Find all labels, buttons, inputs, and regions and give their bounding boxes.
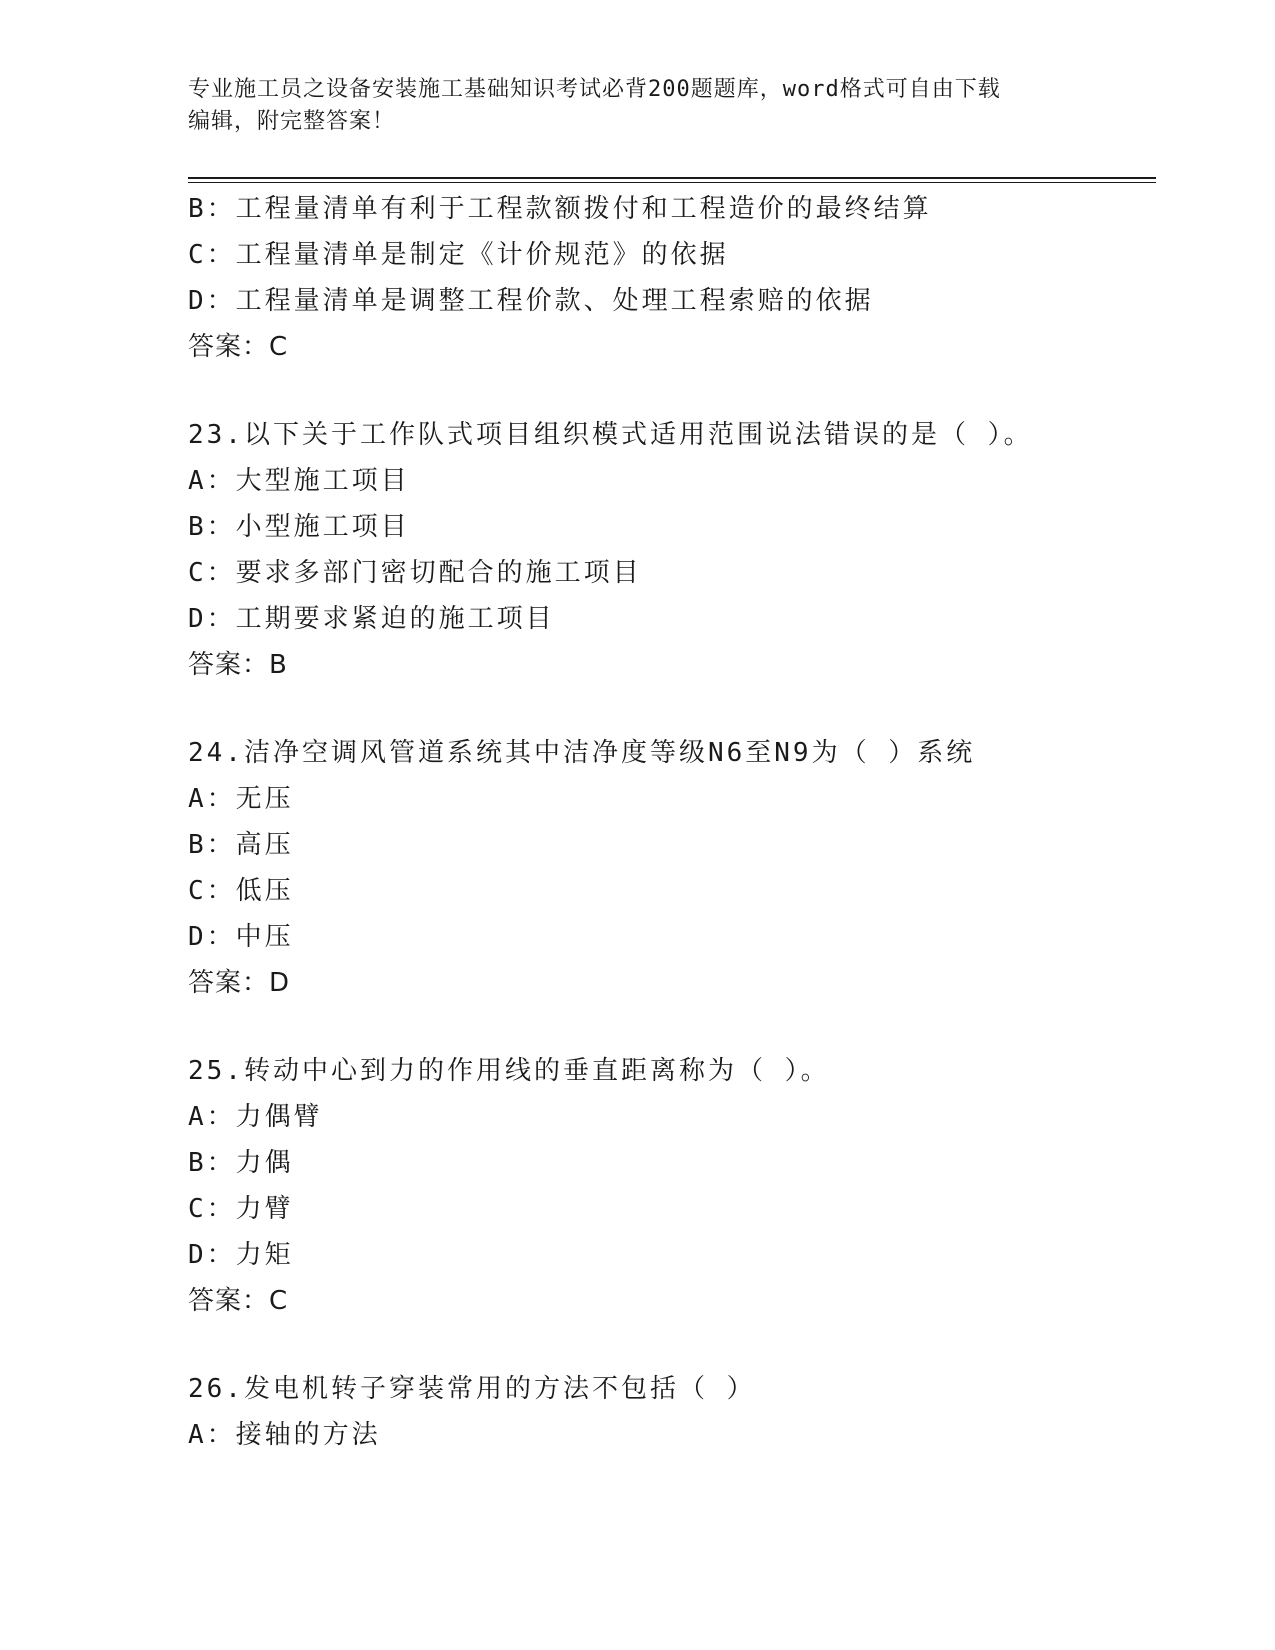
- header-divider-thin: [188, 182, 1156, 183]
- option-a: A：无压: [188, 784, 294, 814]
- header-divider-thick: [188, 177, 1156, 179]
- question-text: 23.以下关于工作队式项目组织模式适用范围说法错误的是（ ）。: [188, 420, 1033, 450]
- option-a: A：接轴的方法: [188, 1420, 381, 1450]
- question-text: 26.发电机转子穿装常用的方法不包括（ ）: [188, 1374, 756, 1404]
- header-line-1: 专业施工员之设备安装施工基础知识考试必背200题题库，word格式可自由下载: [188, 77, 1001, 102]
- answer-line: 答案：D: [188, 968, 291, 998]
- answer-line: 答案：B: [188, 650, 288, 680]
- answer-line: 答案：C: [188, 1286, 289, 1316]
- question-text: 24.洁净空调风管道系统其中洁净度等级N6至N9为（ ）系统: [188, 738, 976, 768]
- question-block-25: [188, 1048, 1156, 1324]
- option-d: D：力矩: [188, 1240, 294, 1270]
- option-a: A：力偶臂: [188, 1102, 323, 1132]
- question-block-24: [188, 730, 1156, 1006]
- option-d: D：中压: [188, 922, 294, 952]
- question-block-22-partial: [188, 186, 1156, 370]
- question-block-23: [188, 412, 1156, 688]
- option-c: C：低压: [188, 876, 294, 906]
- question-text: 25.转动中心到力的作用线的垂直距离称为（ ）。: [188, 1056, 830, 1086]
- option-d: D：工程量清单是调整工程价款、处理工程索赔的依据: [188, 286, 874, 316]
- option-d: D：工期要求紧迫的施工项目: [188, 604, 555, 634]
- option-c: C：力臂: [188, 1194, 294, 1224]
- document-header: [188, 74, 1088, 138]
- question-block-26: [188, 1366, 1156, 1458]
- option-b: B：小型施工项目: [188, 512, 410, 542]
- option-c: C：要求多部门密切配合的施工项目: [188, 558, 642, 588]
- option-a: A：大型施工项目: [188, 466, 410, 496]
- option-c: C：工程量清单是制定《计价规范》的依据: [188, 240, 729, 270]
- answer-line: 答案：C: [188, 332, 289, 362]
- option-b: B：工程量清单有利于工程款额拨付和工程造价的最终结算: [188, 194, 932, 224]
- header-line-2: 编辑，附完整答案！: [188, 109, 396, 134]
- option-b: B：力偶: [188, 1148, 294, 1178]
- document-body: [188, 186, 1156, 1458]
- option-b: B：高压: [188, 830, 294, 860]
